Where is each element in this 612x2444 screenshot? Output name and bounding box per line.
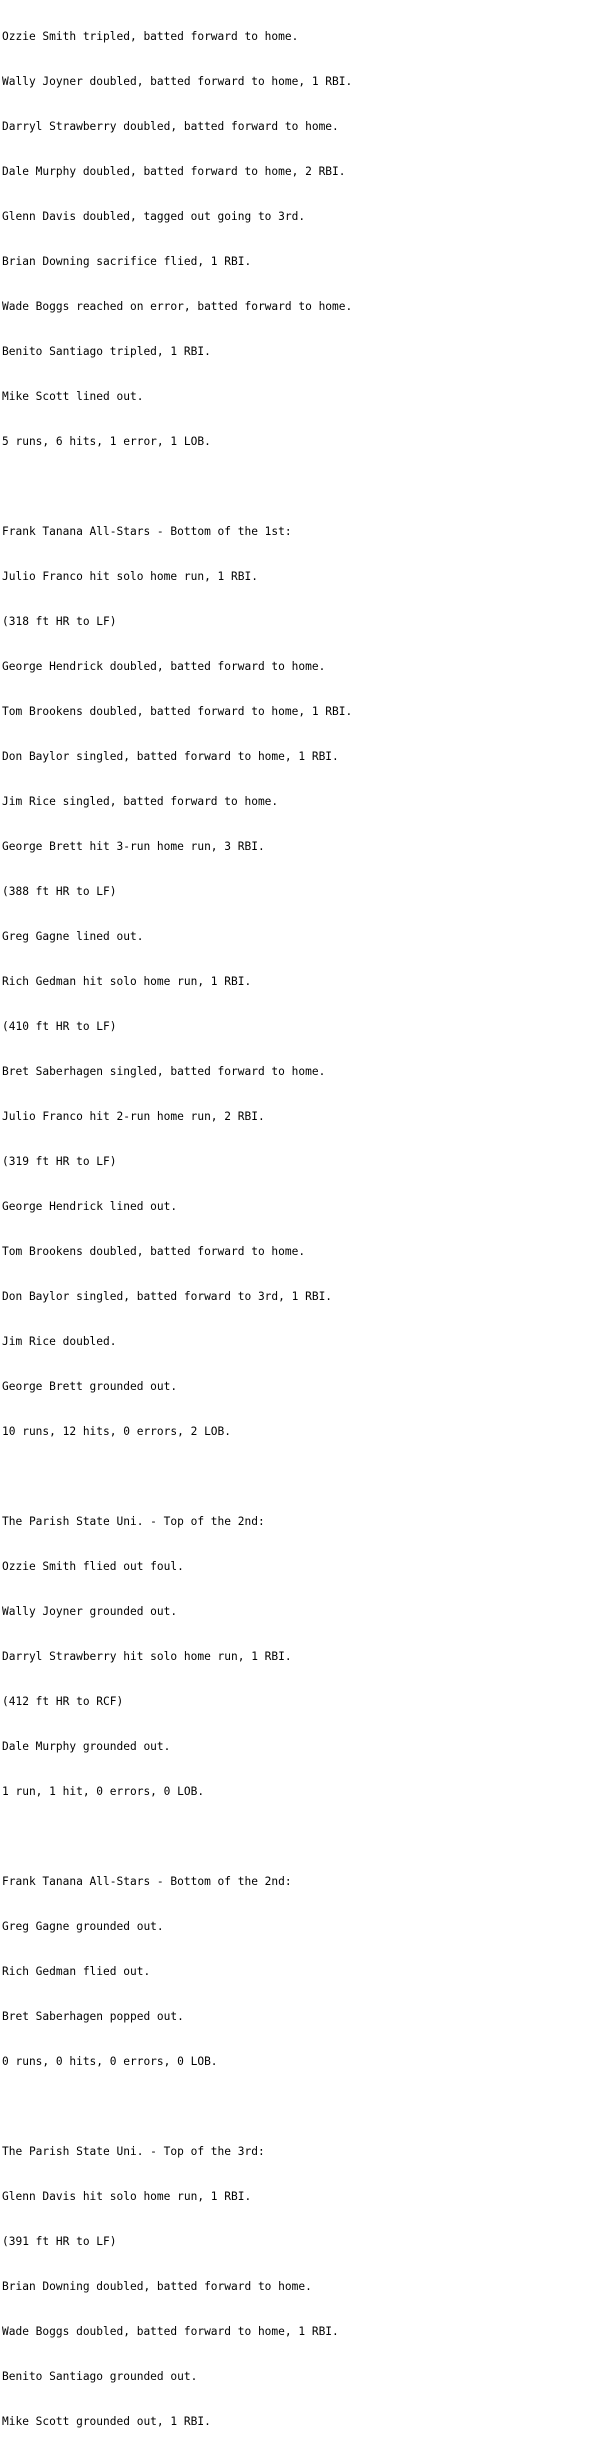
log-line: (391 ft HR to LF) <box>2 2235 117 2248</box>
inning-header: Frank Tanana All-Stars - Bottom of the 1st: <box>2 525 292 538</box>
log-line: Darryl Strawberry doubled, batted forward to home. <box>2 120 339 133</box>
log-line: Brian Downing sacrifice flied, 1 RBI. <box>2 255 252 268</box>
log-line: George Hendrick lined out. <box>2 1200 178 1213</box>
log-line: (318 ft HR to LF) <box>2 615 117 628</box>
log-line: Brian Downing doubled, batted forward to home. <box>2 2280 312 2293</box>
log-line: (319 ft HR to LF) <box>2 1155 117 1168</box>
log-line: Don Baylor singled, batted forward to home, 1 RBI. <box>2 750 339 763</box>
log-line: Benito Santiago grounded out. <box>2 2370 198 2383</box>
log-line: (412 ft HR to RCF) <box>2 1695 124 1708</box>
inning-header: Frank Tanana All-Stars - Bottom of the 2nd: <box>2 1875 292 1888</box>
log-line: Julio Franco hit solo home run, 1 RBI. <box>2 570 258 583</box>
log-line: Dale Murphy doubled, batted forward to home, 2 RBI. <box>2 165 346 178</box>
log-line: Dale Murphy grounded out. <box>2 1740 171 1753</box>
log-line: Rich Gedman flied out. <box>2 1965 151 1978</box>
log-line: Mike Scott grounded out, 1 RBI. <box>2 2415 211 2428</box>
blank-line <box>2 1829 608 1844</box>
blank-line <box>2 479 608 494</box>
log-line: Greg Gagne lined out. <box>2 930 144 943</box>
log-line: Tom Brookens doubled, batted forward to home, 1 RBI. <box>2 705 353 718</box>
play-by-play-log <box>2 0 608 2444</box>
log-line: Darryl Strawberry hit solo home run, 1 RBI. <box>2 1650 292 1663</box>
log-line: Julio Franco hit 2-run home run, 2 RBI. <box>2 1110 265 1123</box>
inning-summary: 1 run, 1 hit, 0 errors, 0 LOB. <box>2 1785 205 1798</box>
log-line: Tom Brookens doubled, batted forward to home. <box>2 1245 306 1258</box>
blank-line <box>2 2099 608 2114</box>
log-line: Greg Gagne grounded out. <box>2 1920 164 1933</box>
log-line: Benito Santiago tripled, 1 RBI. <box>2 345 211 358</box>
log-line: George Brett grounded out. <box>2 1380 178 1393</box>
log-line: George Hendrick doubled, batted forward to home. <box>2 660 326 673</box>
log-line: (410 ft HR to LF) <box>2 1020 117 1033</box>
log-line: Glenn Davis hit solo home run, 1 RBI. <box>2 2190 252 2203</box>
log-line: (388 ft HR to LF) <box>2 885 117 898</box>
log-line: Wade Boggs doubled, batted forward to home, 1 RBI. <box>2 2325 339 2338</box>
inning-summary: 0 runs, 0 hits, 0 errors, 0 LOB. <box>2 2055 218 2068</box>
log-line: Wally Joyner doubled, batted forward to home, 1 RBI. <box>2 75 353 88</box>
log-line: Jim Rice singled, batted forward to home. <box>2 795 279 808</box>
inning-header: The Parish State Uni. - Top of the 2nd: <box>2 1515 265 1528</box>
log-line: Glenn Davis doubled, tagged out going to 3rd. <box>2 210 306 223</box>
log-line: George Brett hit 3-run home run, 3 RBI. <box>2 840 265 853</box>
inning-summary: 10 runs, 12 hits, 0 errors, 2 LOB. <box>2 1425 232 1438</box>
log-line: Bret Saberhagen singled, batted forward to home. <box>2 1065 326 1078</box>
log-line: Rich Gedman hit solo home run, 1 RBI. <box>2 975 252 988</box>
log-line: Ozzie Smith flied out foul. <box>2 1560 184 1573</box>
log-line: Wade Boggs reached on error, batted forward to home. <box>2 300 353 313</box>
log-line: Mike Scott lined out. <box>2 390 144 403</box>
blank-line <box>2 1469 608 1484</box>
log-line: Don Baylor singled, batted forward to 3rd, 1 RBI. <box>2 1290 333 1303</box>
log-line: Bret Saberhagen popped out. <box>2 2010 184 2023</box>
inning-summary: 5 runs, 6 hits, 1 error, 1 LOB. <box>2 435 211 448</box>
log-line: Ozzie Smith tripled, batted forward to home. <box>2 30 299 43</box>
log-line: Jim Rice doubled. <box>2 1335 117 1348</box>
inning-header: The Parish State Uni. - Top of the 3rd: <box>2 2145 265 2158</box>
log-line: Wally Joyner grounded out. <box>2 1605 178 1618</box>
